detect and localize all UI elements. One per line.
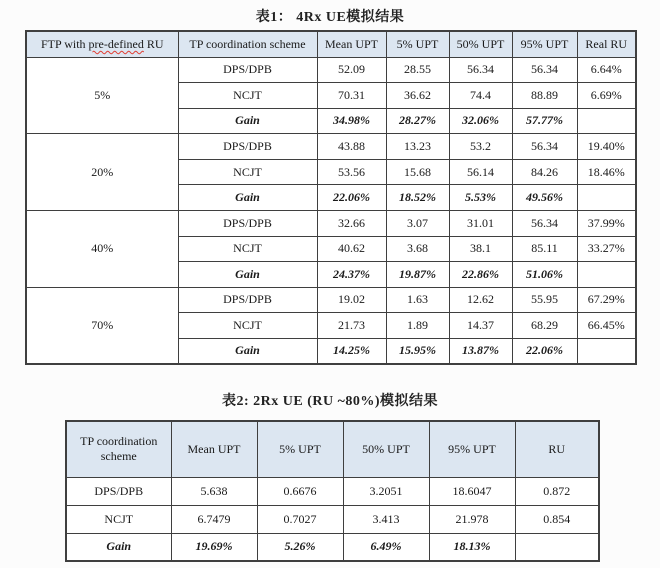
header-5-upt: 5% UPT [386,31,449,57]
table-row [66,505,599,533]
gain-value-cell: 22.06% [512,338,577,364]
scheme-cell: NCJT [66,505,171,533]
header-mean-upt: Mean UPT [171,421,257,477]
value-cell: 43.88 [317,134,386,160]
gain-value-cell: 57.77% [512,108,577,134]
ru-cell: 20% [26,134,178,211]
value-cell: 56.34 [512,57,577,83]
value-cell: 14.37 [449,313,512,339]
value-cell: 3.07 [386,210,449,236]
value-cell: 5.638 [171,477,257,505]
gain-value-cell: 14.25% [317,338,386,364]
gain-value-cell [577,338,636,364]
gain-value-cell: 18.52% [386,185,449,211]
header-real-ru: Real RU [577,31,636,57]
gain-value-cell: 15.95% [386,338,449,364]
header-50-upt: 50% UPT [449,31,512,57]
value-cell: 15.68 [386,159,449,185]
header-ftp-part1: FTP with [40,36,89,51]
value-cell: 1.89 [386,313,449,339]
gain-label-cell: Gain [178,338,317,364]
gain-label-cell: Gain [178,262,317,288]
value-cell: 36.62 [386,83,449,109]
value-cell: 88.89 [512,83,577,109]
gain-value-cell: 22.06% [317,185,386,211]
value-cell: 55.95 [512,287,577,313]
header-ftp-part3: RU [143,36,164,51]
scheme-cell: NCJT [178,313,317,339]
value-cell: 66.45% [577,313,636,339]
header-mean-upt: Mean UPT [317,31,386,57]
value-cell: 38.1 [449,236,512,262]
value-cell: 19.02 [317,287,386,313]
gain-value-cell: 49.56% [512,185,577,211]
ru-cell: 5% [26,57,178,134]
value-cell: 56.34 [449,57,512,83]
gain-value-cell: 51.06% [512,262,577,288]
table-header-row [26,31,636,57]
gain-value-cell [515,533,599,561]
table1-caption: 表1： 4Rx UE模拟结果 [255,10,405,25]
table2-caption: 表2: 2Rx UE (RU ~80%)模拟结果 [221,394,439,409]
header-tp-scheme: TP coordination scheme [178,31,317,57]
table-row [26,287,636,313]
header-ru: RU [515,421,599,477]
value-cell: 74.4 [449,83,512,109]
value-cell: 52.09 [317,57,386,83]
gain-label-cell: Gain [178,185,317,211]
gain-value-cell: 22.86% [449,262,512,288]
gain-value-cell: 18.13% [429,533,515,561]
gain-value-cell: 19.87% [386,262,449,288]
value-cell: 68.29 [512,313,577,339]
scheme-cell: NCJT [178,83,317,109]
value-cell: 13.23 [386,134,449,160]
gain-value-cell [577,262,636,288]
gain-value-cell: 6.49% [343,533,429,561]
gain-value-cell: 34.98% [317,108,386,134]
value-cell: 18.46% [577,159,636,185]
value-cell: 53.2 [449,134,512,160]
table-row [26,57,636,83]
gain-value-cell: 5.26% [257,533,343,561]
value-cell: 3.68 [386,236,449,262]
table2-simulation-results-2rx [65,420,600,562]
scheme-cell: DPS/DPB [178,134,317,160]
value-cell: 0.7027 [257,505,343,533]
value-cell: 84.26 [512,159,577,185]
gain-value-cell: 5.53% [449,185,512,211]
scheme-cell: DPS/DPB [178,210,317,236]
ru-cell: 70% [26,287,178,364]
value-cell: 0.854 [515,505,599,533]
value-cell: 67.29% [577,287,636,313]
value-cell: 3.413 [343,505,429,533]
table-row [66,533,599,561]
value-cell: 6.64% [577,57,636,83]
table-row [66,477,599,505]
scheme-cell: DPS/DPB [178,57,317,83]
table1-simulation-results-4rx [25,30,637,365]
gain-value-cell: 19.69% [171,533,257,561]
value-cell: 12.62 [449,287,512,313]
value-cell: 85.11 [512,236,577,262]
scheme-cell: DPS/DPB [66,477,171,505]
value-cell: 19.40% [577,134,636,160]
header-95-upt: 95% UPT [512,31,577,57]
value-cell: 3.2051 [343,477,429,505]
value-cell: 28.55 [386,57,449,83]
gain-value-cell [577,108,636,134]
table-row [26,210,636,236]
header-ftp-misspelled-word: pre-defined [88,36,144,51]
header-5-upt: 5% UPT [257,421,343,477]
value-cell: 56.14 [449,159,512,185]
value-cell: 21.978 [429,505,515,533]
value-cell: 56.34 [512,210,577,236]
value-cell: 6.69% [577,83,636,109]
table-header-row [66,421,599,477]
scheme-cell: NCJT [178,159,317,185]
value-cell: 21.73 [317,313,386,339]
gain-label-cell: Gain [66,533,171,561]
value-cell: 0.872 [515,477,599,505]
gain-value-cell: 32.06% [449,108,512,134]
gain-value-cell: 24.37% [317,262,386,288]
header-95-upt: 95% UPT [429,421,515,477]
value-cell: 70.31 [317,83,386,109]
value-cell: 18.6047 [429,477,515,505]
ru-cell: 40% [26,210,178,287]
scheme-cell: DPS/DPB [178,287,317,313]
header-ftp-ru [26,31,178,57]
value-cell: 53.56 [317,159,386,185]
gain-value-cell [577,185,636,211]
value-cell: 56.34 [512,134,577,160]
value-cell: 0.6676 [257,477,343,505]
header-50-upt: 50% UPT [343,421,429,477]
gain-label-cell: Gain [178,108,317,134]
scheme-cell: NCJT [178,236,317,262]
value-cell: 6.7479 [171,505,257,533]
header-tp-scheme: TP coordination scheme [66,421,171,477]
value-cell: 33.27% [577,236,636,262]
gain-value-cell: 13.87% [449,338,512,364]
gain-value-cell: 28.27% [386,108,449,134]
value-cell: 32.66 [317,210,386,236]
value-cell: 1.63 [386,287,449,313]
value-cell: 31.01 [449,210,512,236]
value-cell: 37.99% [577,210,636,236]
value-cell: 40.62 [317,236,386,262]
table-row [26,134,636,160]
